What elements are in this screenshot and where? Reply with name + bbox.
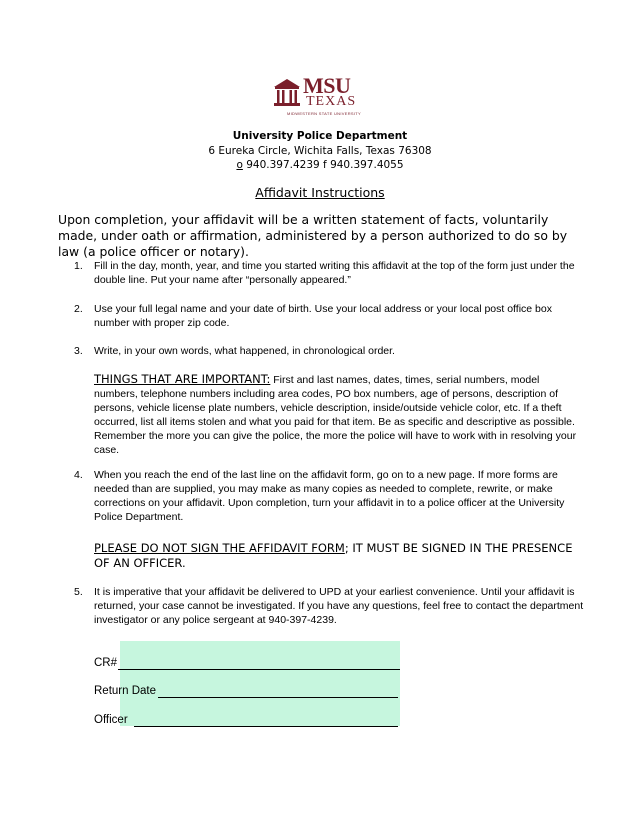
- intro-paragraph: Upon completion, your affidavit will be a written statement of facts, voluntarily made, under oath or affirmation, administered by a person authorized to do so by law (a police officer or notary).: [58, 212, 568, 259]
- instruction-item: Fill in the day, month, year, and time you started writing this affidavit at the top of the form just under the double line. Put your name after “personally appeared.”: [94, 260, 575, 286]
- important-text: First and last names, dates, times, serial numbers, model numbers, telephone numbers including area codes, PO box numbers, age of persons, description of persons, vehicle license plate numbers, vehicle description, inside/outside vehicle color, etc. If a theft occurred, list all items stolen and what you paid for that item. Be as specific and descriptive as possible. Remember the more you can give the police, the more the police will have to work with in resolving your case.: [94, 374, 577, 456]
- logo-texas-text: TEXAS: [306, 94, 357, 109]
- warning-underlined: PLEASE DO NOT SIGN THE AFFIDAVIT FORM: [94, 541, 345, 555]
- logo-msu-text: MSU: [303, 73, 351, 98]
- instruction-item: It is imperative that your affidavit be delivered to UPD at your earliest convenience. Until your affidavit is returned, your case cannot be investigated. If you have any questions, feel free to contact the department investigator or any police sergeant at 940-397-4239.: [94, 586, 584, 626]
- important-heading: THINGS THAT ARE IMPORTANT:: [94, 372, 271, 386]
- cr-number-label: CR#: [94, 657, 118, 669]
- logo-subtitle: MIDWESTERN STATE UNIVERSITY: [287, 111, 361, 116]
- instruction-item: Write, in your own words, what happened, in chronological order.: [94, 345, 395, 357]
- instruction-item: Use your full legal name and your date of birth. Use your local address or your local post office box number with proper zip code.: [94, 303, 552, 329]
- important-block: [94, 372, 586, 457]
- phone-prefix: o: [236, 159, 243, 171]
- page-title: Affidavit Instructions: [255, 185, 385, 200]
- cr-number-field[interactable]: [118, 669, 400, 670]
- warning-notice: [94, 541, 586, 571]
- department-phone: [0, 159, 640, 171]
- return-date-label: Return Date: [94, 685, 157, 697]
- item-number: 1.: [74, 260, 83, 272]
- phone-numbers: 940.397.4239 f 940.397.4055: [242, 159, 404, 171]
- department-name: University Police Department: [232, 130, 408, 142]
- item-number: 2.: [74, 303, 83, 315]
- fields-background: [120, 641, 400, 726]
- item-number: 4.: [74, 469, 83, 481]
- msu-texas-logo: [272, 74, 372, 122]
- instruction-item: When you reach the end of the last line on the affidavit form, go on to a new page. If more forms are needed than are supplied, you may make as many copies as needed to complete, rewrite, or make corrections on your affidavit. Upon completion, turn your affidavit in to a police officer at the University Police Department.: [94, 469, 565, 523]
- warning-rest: ; IT MUST BE SIGNED IN THE PRESENCE OF AN OFFICER.: [94, 541, 573, 570]
- officer-label: Officer: [94, 714, 128, 726]
- item-number: 5.: [74, 586, 83, 598]
- item-number: 3.: [74, 345, 83, 357]
- officer-field[interactable]: [134, 726, 398, 727]
- return-date-field[interactable]: [158, 697, 398, 698]
- building-icon: [272, 76, 302, 108]
- department-address: 6 Eureka Circle, Wichita Falls, Texas 76308: [208, 145, 432, 157]
